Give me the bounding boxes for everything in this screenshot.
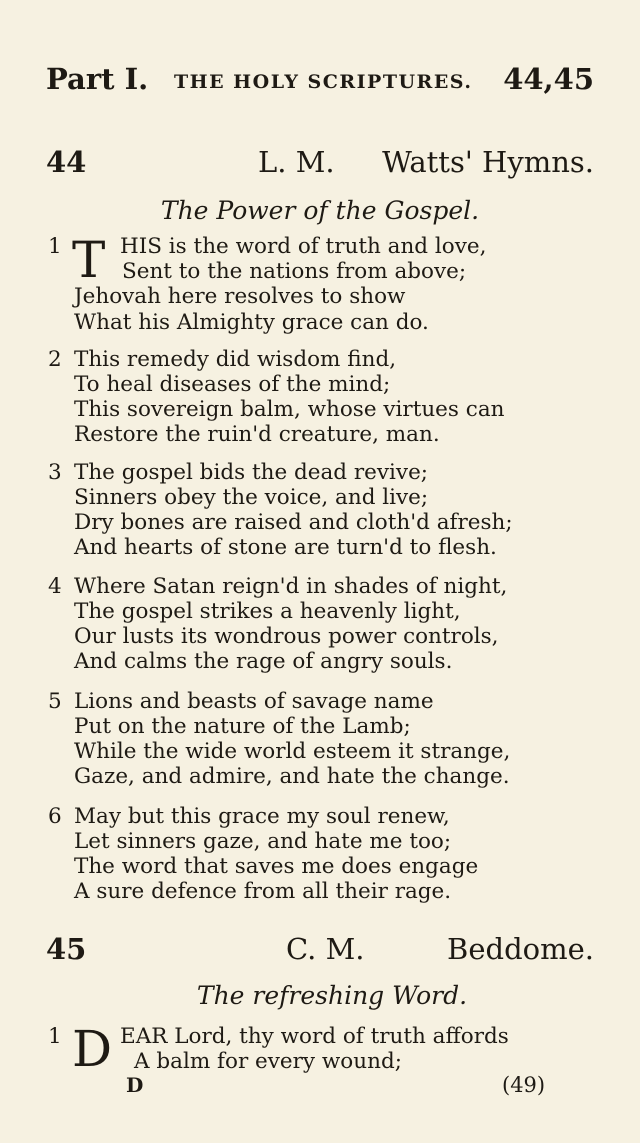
verse-line: Where Satan reign'd in shades of night, [74, 574, 508, 599]
verse-line: The gospel bids the dead revive; [74, 460, 429, 485]
verse-line: And calms the rage of angry souls. [74, 649, 453, 674]
verse-number: 2 [48, 347, 62, 372]
hymn-range: 44,45 [503, 62, 594, 96]
drop-cap: D [72, 1020, 113, 1078]
part-label: Part I. [46, 62, 149, 96]
verse-line: The gospel strikes a heavenly light, [74, 599, 461, 624]
verse-line: While the wide world esteem it strange, [74, 739, 511, 764]
verse-number: 4 [48, 574, 62, 599]
verse-line: HIS is the word of truth and love, [120, 234, 487, 259]
section-title: THE HOLY SCRIPTURES. [174, 71, 473, 93]
verse-line: This remedy did wisdom find, [74, 347, 397, 372]
verse-line: EAR Lord, thy word of truth affords [120, 1024, 509, 1049]
signature-mark: D [126, 1073, 144, 1097]
verse-number: 6 [48, 804, 62, 829]
hymn-44-heading [46, 145, 594, 185]
hymn-meter: C. M. [286, 932, 365, 966]
verse-line: Restore the ruin'd creature, man. [74, 422, 440, 447]
verse-line: Gaze, and admire, and hate the change. [74, 764, 510, 789]
hymn-number: 45 [46, 932, 87, 966]
verse-line: A balm for every wound; [134, 1049, 402, 1074]
page-number: (49) [502, 1073, 546, 1097]
verse-line: What his Almighty grace can do. [74, 310, 429, 335]
hymn-45-heading [46, 932, 594, 972]
verse-line: A sure defence from all their rage. [74, 879, 452, 904]
verse-line: Our lusts its wondrous power controls, [74, 624, 499, 649]
hymn-number: 44 [46, 145, 87, 179]
verse-line: To heal diseases of the mind; [74, 372, 391, 397]
verse-line: May but this grace my soul renew, [74, 804, 450, 829]
drop-cap: T [72, 231, 106, 289]
verse-line: Lions and beasts of savage name [74, 689, 434, 714]
verse-number: 5 [48, 689, 62, 714]
verse-line: Sinners obey the voice, and live; [74, 485, 429, 510]
verse-number: 1 [48, 1024, 62, 1049]
verse-number: 1 [48, 234, 62, 259]
hymn-44-title: The Power of the Gospel. [160, 196, 480, 225]
hymn-45-title: The refreshing Word. [196, 981, 468, 1010]
verse-line: And hearts of stone are turn'd to flesh. [74, 535, 497, 560]
hymn-author: Beddome. [447, 932, 594, 966]
verse-line: Jehovah here resolves to show [74, 284, 406, 309]
hymn-author: Watts' Hymns. [382, 145, 594, 179]
verse-line: Put on the nature of the Lamb; [74, 714, 411, 739]
verse-line: Sent to the nations from above; [122, 259, 467, 284]
verse-line: Let sinners gaze, and hate me too; [74, 829, 452, 854]
hymn-meter: L. M. [258, 145, 335, 179]
verse-line: This sovereign balm, whose virtues can [74, 397, 505, 422]
running-header [46, 62, 594, 102]
verse-line: The word that saves me does engage [74, 854, 479, 879]
verse-number: 3 [48, 460, 62, 485]
verse-line: Dry bones are raised and cloth'd afresh; [74, 510, 513, 535]
